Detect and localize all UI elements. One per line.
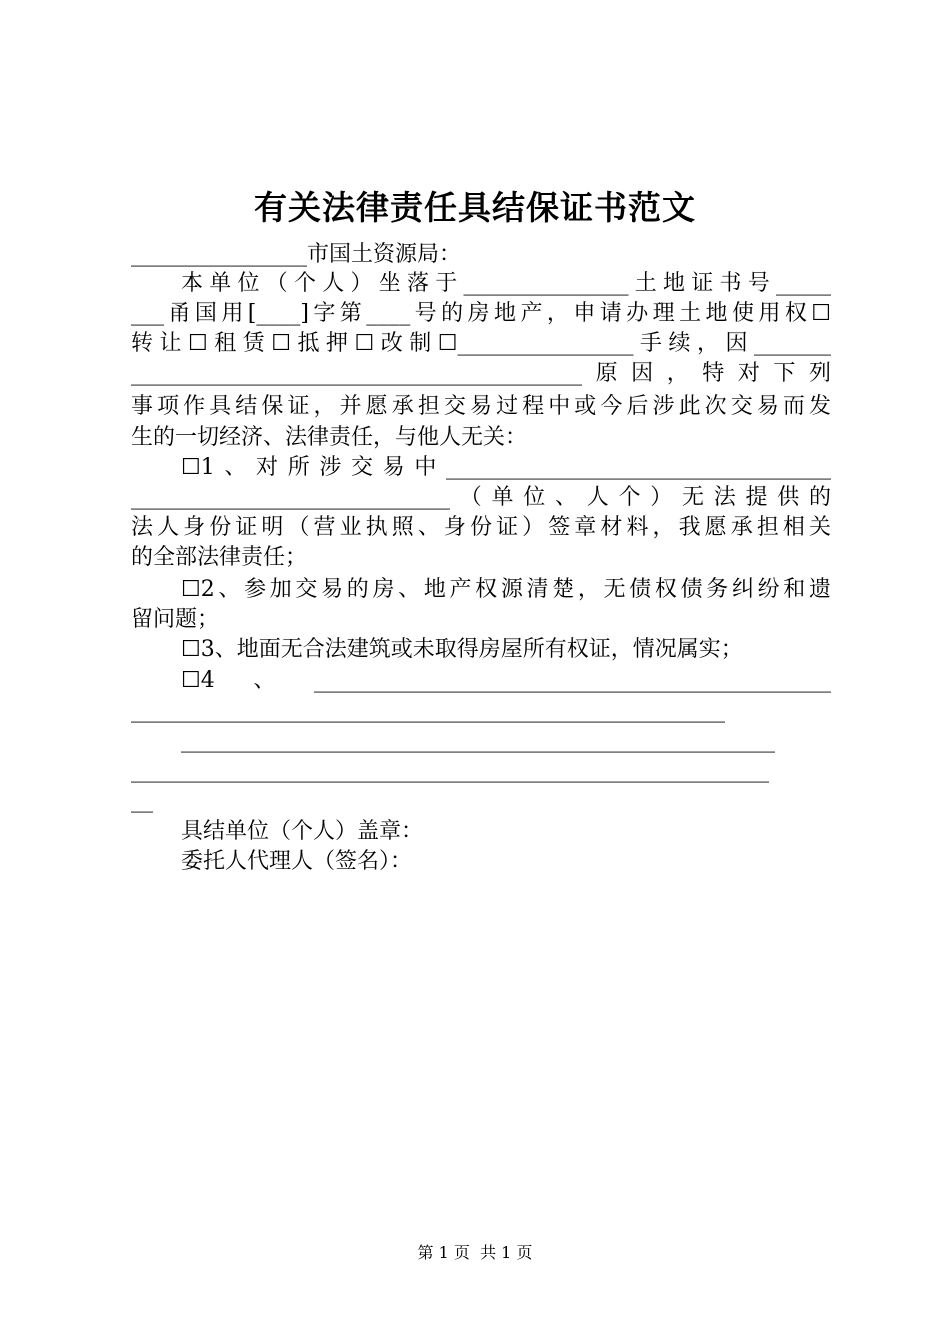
clause-2-line: ☐2、参加交易的房、地产权源清楚，无债权债务纠纷和遗: [181, 577, 831, 602]
body-line: _________________________________________原因，特对下列: [131, 361, 831, 386]
clause-4-blank-line: ______________________________________________________: [181, 728, 775, 753]
clause-1-line: _____________________________（单位、人个）无法提供的: [131, 485, 831, 510]
addressee-line: ________________市国土资源局：: [131, 242, 462, 267]
clause-3-line: ☐3、地面无合法建筑或未取得房屋所有权证，情况属实；: [181, 637, 743, 662]
agent-signature-line: 委托人代理人（签名）：: [181, 849, 413, 874]
clause-2-line: 留问题；: [131, 607, 220, 632]
clause-4-blank-line: __________________________________________________________: [131, 758, 769, 783]
document-title: 有关法律责任具结保证书范文: [254, 188, 696, 227]
body-line: 转让☐租赁☐抵押☐改制☐________________手续，因_______: [131, 331, 831, 356]
clause-1-line: 法人身份证明（营业执照、身份证）签章材料，我愿承担相关: [131, 515, 831, 540]
body-line: 生的一切经济、法律责任，与他人无关：: [131, 425, 528, 450]
clause-1-line: 的全部法律责任；: [131, 545, 308, 570]
clause-1-line: ☐1、对所涉交易中___________________________________: [181, 455, 831, 480]
clause-4-blank-line: __: [131, 788, 153, 813]
body-line: 本单位（个人）坐落于_______________土地证书号_____: [181, 271, 831, 296]
clause-4-blank-line: ______________________________________________________: [131, 698, 725, 723]
clause-4-line: ☐4、_______________________________________________: [181, 668, 831, 693]
signature-seal-line: 具结单位（个人）盖章：: [181, 819, 424, 844]
page-number: 第 1 页 共 1 页: [417, 1243, 533, 1262]
body-line: ___甬国用[____]字第____号的房地产，申请办理土地使用权☐: [131, 301, 831, 326]
body-line: 事项作具结保证，并愿承担交易过程中或今后涉此次交易而发: [131, 394, 831, 419]
